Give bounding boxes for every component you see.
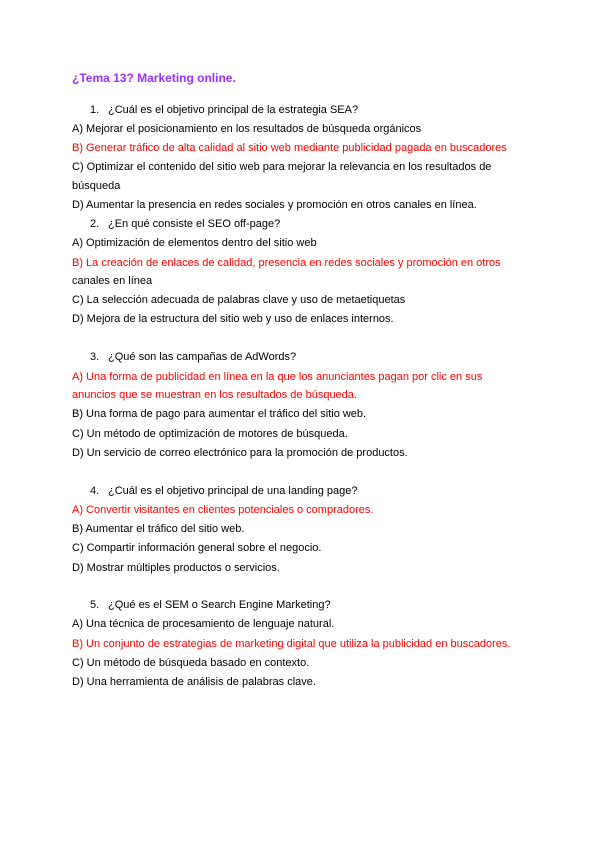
q5-option-b-correct: B) Un conjunto de estrategias de marketing digital que utiliza la publicidad en buscadores. xyxy=(72,638,511,650)
question-number: 3. xyxy=(90,351,100,363)
q4-option-c: C) Compartir información general sobre el negocio. xyxy=(72,542,322,554)
question-number: 1. xyxy=(90,104,100,116)
question-number: 4. xyxy=(90,485,100,497)
q5-option-d: D) Una herramienta de análisis de palabras clave. xyxy=(72,676,316,688)
q3-option-d: D) Un servicio de correo electrónico para la promoción de productos. xyxy=(72,447,408,459)
page-title: ¿Tema 13? Marketing online. xyxy=(72,71,236,85)
q5-option-c: C) Un método de búsqueda basado en contexto. xyxy=(72,657,310,669)
q3-option-a-cont: anuncios que se muestran en los resultados de búsqueda. xyxy=(72,389,357,401)
q1-option-c-cont: búsqueda xyxy=(72,180,121,192)
q4-option-b: B) Aumentar el tráfico del sitio web. xyxy=(72,523,245,535)
q4-option-d: D) Mostrar múltiples productos o servicios. xyxy=(72,562,280,574)
q5-option-a: A) Una técnica de procesamiento de lenguaje natural. xyxy=(72,618,335,630)
q2-option-c: C) La selección adecuada de palabras clave y uso de metaetiquetas xyxy=(72,294,406,306)
q2-option-b-cont: canales en línea xyxy=(72,275,153,287)
question-text: ¿En qué consiste el SEO off-page? xyxy=(108,218,281,230)
q2-option-d: D) Mejora de la estructura del sitio web y uso de enlaces internos. xyxy=(72,313,394,325)
q2-option-a: A) Optimización de elementos dentro del sitio web xyxy=(72,237,317,249)
question-text: ¿Cuál es el objetivo principal de la estrategia SEA? xyxy=(108,104,359,116)
question-number: 5. xyxy=(90,599,100,611)
question-text: ¿Qué es el SEM o Search Engine Marketing? xyxy=(108,599,331,611)
question-number: 2. xyxy=(90,218,100,230)
q3-option-b: B) Una forma de pago para aumentar el tráfico del sitio web. xyxy=(72,408,367,420)
question-4 xyxy=(90,484,358,498)
q4-option-a-correct: A) Convertir visitantes en clientes potenciales o compradores. xyxy=(72,504,374,516)
q2-option-b-correct: B) La creación de enlaces de calidad, presencia en redes sociales y promoción en otros xyxy=(72,257,501,269)
question-2 xyxy=(90,217,280,231)
question-5 xyxy=(90,598,331,612)
question-3 xyxy=(90,350,296,364)
q1-option-c: C) Optimizar el contenido del sitio web para mejorar la relevancia en los resultados de xyxy=(72,161,492,173)
question-1 xyxy=(90,103,358,117)
q3-option-c: C) Un método de optimización de motores de búsqueda. xyxy=(72,428,348,440)
question-text: ¿Cuál es el objetivo principal de una landing page? xyxy=(108,485,358,497)
q1-option-b-correct: B) Generar tráfico de alta calidad al sitio web mediante publicidad pagada en buscadores xyxy=(72,142,507,154)
question-text: ¿Qué son las campañas de AdWords? xyxy=(108,351,297,363)
q3-option-a-correct: A) Una forma de publicidad en línea en la que los anunciantes pagan por clic en sus xyxy=(72,371,483,383)
q1-option-d: D) Aumentar la presencia en redes sociales y promoción en otros canales en línea. xyxy=(72,199,477,211)
q1-option-a: A) Mejorar el posicionamiento en los resultados de búsqueda orgánicos xyxy=(72,123,422,135)
